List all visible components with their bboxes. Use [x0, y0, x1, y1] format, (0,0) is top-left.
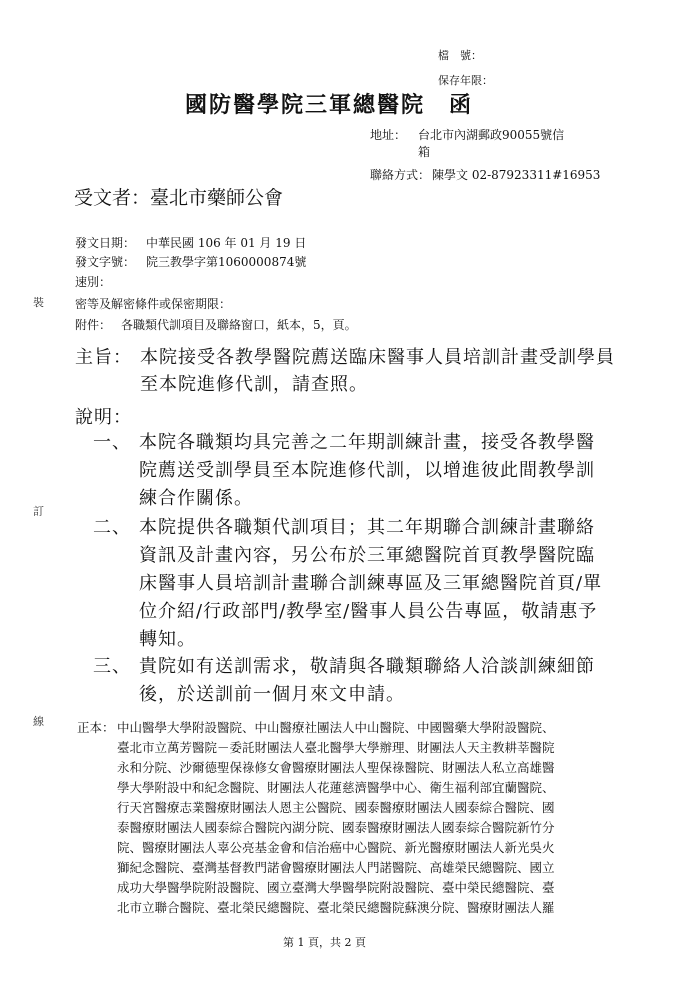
item3-number: 三、 — [93, 656, 131, 677]
cc-line: 北市立聯合醫院、臺北榮民總醫院、臺北榮民總醫院蘇澳分院、醫療財團法人羅 — [117, 900, 555, 915]
cc-label: 正本： — [77, 720, 115, 735]
subject-label: 主旨： — [75, 347, 132, 368]
file-number-label: 檔 號： — [438, 49, 482, 62]
page-number: 第 1 頁，共 2 頁 — [283, 936, 366, 949]
recipient-value: 臺北市藥師公會 — [150, 187, 284, 209]
address-label: 地址： — [370, 128, 407, 142]
date-value: 中華民國 106 年 01 月 19 日 — [146, 236, 307, 250]
doc-number-value: 院三教學字第1060000874號 — [146, 255, 307, 269]
recipient-label: 受文者： — [74, 187, 151, 209]
item1-line3: 練合作關係。 — [139, 488, 253, 509]
item2-line2: 資訊及計畫內容，另公布於三軍總醫院首頁教學醫院臨 — [139, 545, 595, 566]
speed-label: 速別： — [75, 275, 112, 289]
item2-line3: 床醫事人員培訓計畫聯合訓練專區及三軍總醫院首頁/單 — [139, 573, 603, 594]
contact-label: 聯絡方式： — [370, 168, 431, 182]
item1-line1: 本院各職類均具完善之二年期訓練計畫，接受各教學醫 — [139, 432, 595, 453]
address-line1: 台北市內湖郵政90055號信 — [418, 128, 565, 142]
document-title: 國防醫學院三軍總醫院 函 — [185, 92, 474, 118]
cc-line: 永和分院、沙爾德聖保祿修女會醫療財團法人聖保祿醫院、財團法人私立高雄醫 — [117, 760, 555, 775]
binding-mark-zhuang: 裝 — [33, 296, 44, 309]
doc-number-label: 發文字號： — [75, 255, 136, 269]
item1-line2: 院薦送受訓學員至本院進修代訓，以增進彼此間教學訓 — [139, 460, 595, 481]
explanation-label: 說明： — [75, 407, 132, 428]
security-label: 密等及解密條件或保密期限： — [75, 297, 232, 311]
cc-line: 臺北市立萬芳醫院－委託財團法人臺北醫學大學辦理、財團法人天主教耕莘醫院 — [117, 740, 555, 755]
address-line2: 箱 — [418, 145, 431, 159]
item2-line5: 轉知。 — [139, 629, 196, 650]
subject-line1: 本院接受各教學醫院薦送臨床醫事人員培訓計畫受訓學員 — [140, 347, 615, 368]
date-label: 發文日期： — [75, 236, 136, 250]
cc-line: 行天宮醫療志業醫療財團法人恩主公醫院、國泰醫療財團法人國泰綜合醫院、國 — [117, 800, 555, 815]
binding-mark-ding: 訂 — [33, 505, 44, 518]
binding-mark-xian: 線 — [33, 715, 44, 728]
item2-number: 二、 — [93, 517, 131, 538]
contact-value: 陳學文 02-87923311#16953 — [432, 168, 601, 182]
item3-line1: 貴院如有送訓需求，敬請與各職類聯絡人洽談訓練細節 — [139, 656, 595, 677]
cc-line: 獅紀念醫院、臺灣基督教門諾會醫療財團法人門諾醫院、高雄榮民總醫院、國立 — [117, 860, 555, 875]
item2-line1: 本院提供各職類代訓項目；其二年期聯合訓練計畫聯絡 — [139, 517, 595, 538]
cc-line: 中山醫學大學附設醫院、中山醫療社團法人中山醫院、中國醫藥大學附設醫院、 — [117, 720, 555, 735]
retention-period-label: 保存年限： — [438, 74, 493, 87]
item1-number: 一、 — [93, 432, 131, 453]
cc-line: 學大學附設中和紀念醫院、財團法人花蓮慈濟醫學中心、衛生福利部宜蘭醫院、 — [117, 780, 555, 795]
cc-line: 泰醫療財團法人國泰綜合醫院內湖分院、國泰醫療財團法人國泰綜合醫院新竹分 — [117, 820, 555, 835]
item3-line2: 後，於送訓前一個月來文申請。 — [139, 684, 405, 705]
cc-line: 院、醫療財團法人辜公亮基金會和信治癌中心醫院、新光醫療財團法人新光吳火 — [117, 840, 555, 855]
subject-line2: 至本院進修代訓，請查照。 — [140, 374, 368, 395]
attachment-value: 各職類代訓項目及聯絡窗口，紙本，5，頁。 — [121, 318, 357, 332]
attachment-label: 附件： — [75, 318, 112, 332]
item2-line4: 位介紹/行政部門/教學室/醫事人員公告專區，敬請惠予 — [139, 601, 598, 622]
cc-line: 成功大學醫學院附設醫院、國立臺灣大學醫學院附設醫院、臺中榮民總醫院、臺 — [117, 880, 555, 895]
